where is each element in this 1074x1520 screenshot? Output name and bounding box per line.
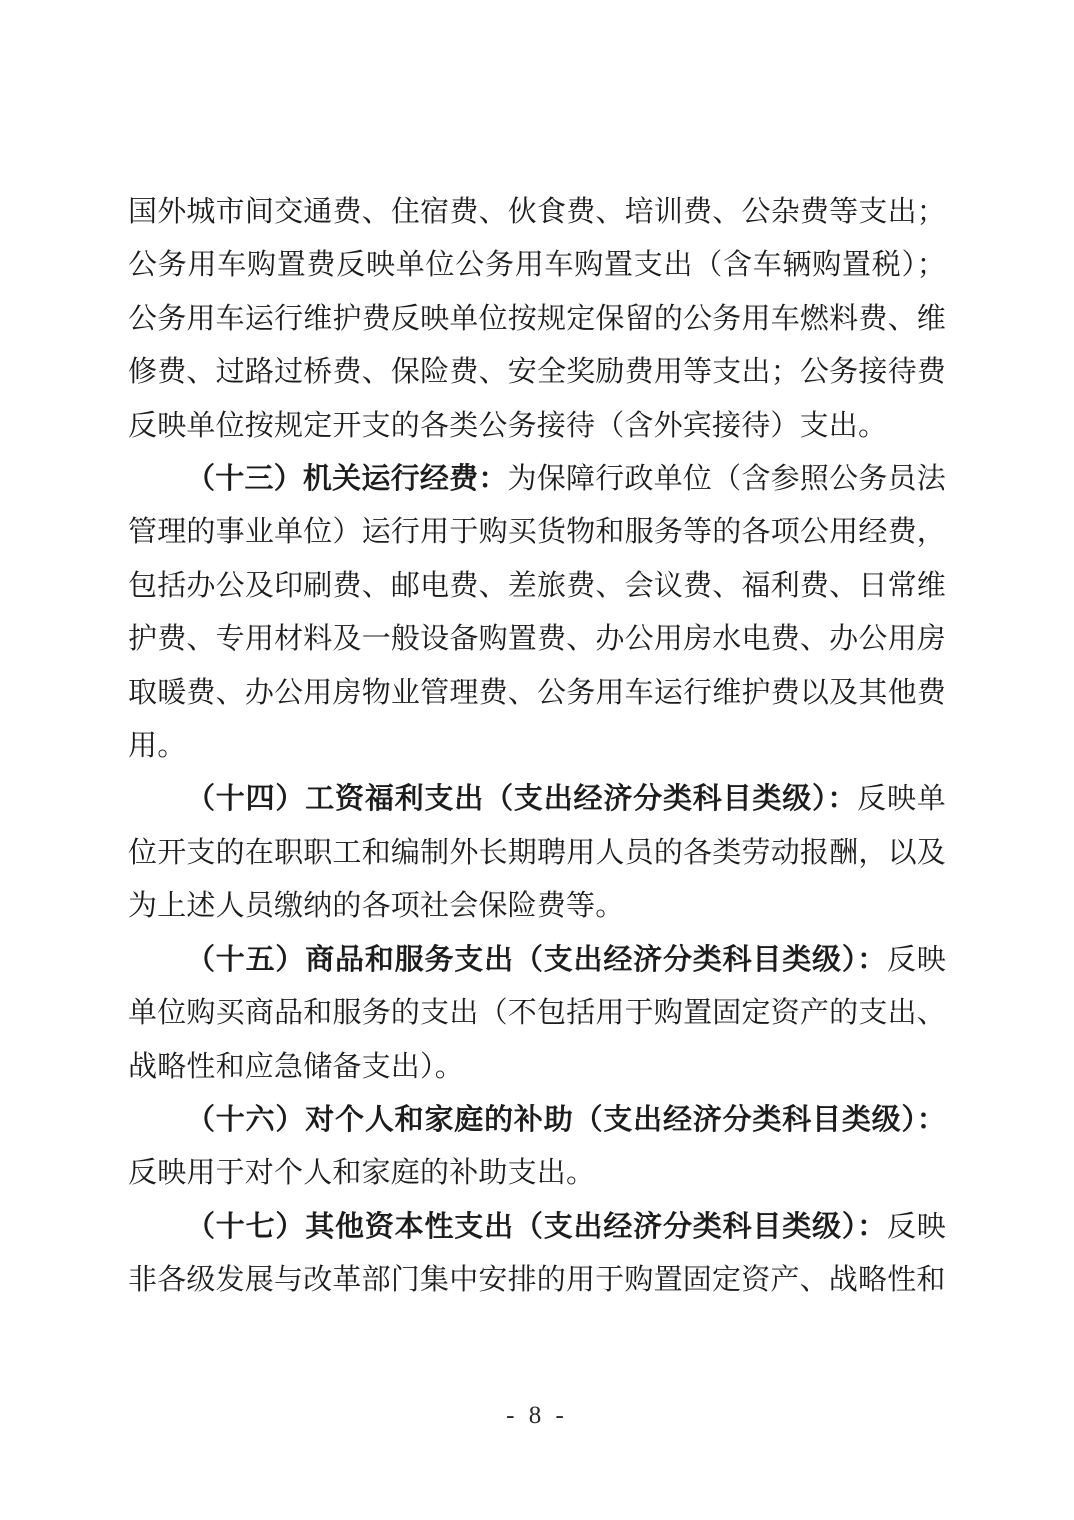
paragraph-text: 反映单位开支的在职职工和编制外长期聘用人员的各类劳动报酬，以及为上述人员缴纳的各项社会保险费等。	[128, 783, 946, 923]
paragraph-lead: （十五）商品和服务支出（支出经济分类科目类级）：	[186, 943, 887, 976]
paragraph-text: 反映用于对个人和家庭的补助支出。	[128, 1157, 596, 1190]
paragraph-text: 反映单位购买商品和服务的支出（不包括用于购置固定资产的支出、战略性和应急储备支出）。	[128, 943, 946, 1083]
paragraph-lead: （十七）其他资本性支出（支出经济分类科目类级）：	[186, 1210, 887, 1243]
paragraph-lead: （十四）工资福利支出（支出经济分类科目类级）：	[186, 783, 858, 816]
paragraph-item-14	[128, 773, 946, 933]
paragraph-text: 反映非各级发展与改革部门集中安排的用于购置固定资产、战略性和	[128, 1210, 946, 1297]
paragraph-text: 国外城市间交通费、住宿费、伙食费、培训费、公杂费等支出；公务用车购置费反映单位公务用车购置支出（含车辆购置税）；公务用车运行维护费反映单位按规定保留的公务用车燃料费、维修费、过路过桥费、保险费、安全奖励费用等支出；公务接待费反映单位按规定开支的各类公务接待（含外宾接待）支出。	[128, 196, 946, 442]
paragraph-item-15	[128, 934, 946, 1094]
paragraph-item-17	[128, 1201, 946, 1308]
paragraph-item-16	[128, 1094, 946, 1201]
document-body	[128, 186, 946, 1308]
paragraph-lead: （十六）对个人和家庭的补助（支出经济分类科目类级）：	[186, 1103, 946, 1136]
paragraph-item-13	[128, 453, 946, 773]
page-number: - 8 -	[506, 1402, 568, 1429]
paragraph-continuation	[128, 186, 946, 453]
paragraph-text: 为保障行政单位（含参照公务员法管理的事业单位）运行用于购买货物和服务等的各项公用经费，包括办公及印刷费、邮电费、差旅费、会议费、福利费、日常维护费、专用材料及一般设备购置费、办公用房水电费、办公用房取暖费、办公用房物业管理费、公务用车运行维护费以及其他费用。	[128, 463, 946, 763]
paragraph-lead: （十三）机关运行经费：	[186, 463, 508, 496]
